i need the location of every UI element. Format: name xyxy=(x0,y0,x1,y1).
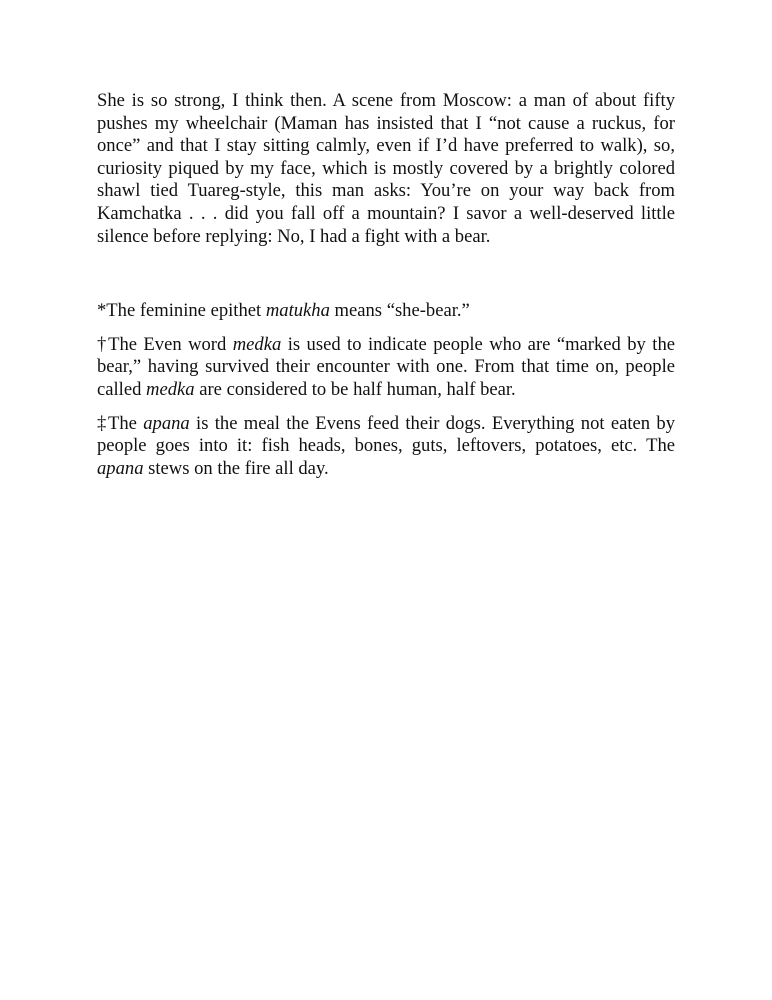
footnote-marker: * xyxy=(97,300,107,322)
footnotes-section xyxy=(97,300,675,480)
footnote-text: means “she-bear.” xyxy=(329,300,470,322)
footnote-term: medka xyxy=(146,378,195,400)
footnote-marker: † xyxy=(97,333,109,355)
footnote-text: The Even word xyxy=(108,333,233,355)
footnote-term: medka xyxy=(232,333,282,355)
footnote-text: The feminine epithet xyxy=(106,300,266,322)
footnote-matukha xyxy=(97,300,675,323)
footnote-medka xyxy=(97,334,675,402)
body-paragraph: She is so strong, I think then. A scene from Moscow: a man of about fifty pushes my wheelchair (Maman has insisted that I “not cause a ruckus, for once” and that I stay sitting calmly, even if I’d have preferred to walk), so, curiosity piqued by my face, which is mostly covered by a brightly colored shawl tied Tuareg-style, this man asks: You’re on your way back from Kamchatka . . . did you fall off a mountain? I savor a well-deserved little silence before replying: No, I had a fight with a bear. xyxy=(97,90,675,247)
footnote-text: is the meal the Evens feed their dogs. Everything not eaten by people goes into it: fish heads, bones, guts, leftovers, potatoes, etc. The xyxy=(97,412,676,457)
footnote-text: is used to indicate people who are “marked by the bear,” having survived their encounter with one. From that time on, people called xyxy=(97,333,676,400)
footnote-text: stews on the fire all day. xyxy=(143,457,329,479)
document-page xyxy=(97,90,675,491)
footnote-text: The xyxy=(107,412,144,434)
footnote-term: apana xyxy=(97,457,144,479)
footnote-term: apana xyxy=(143,412,190,434)
footnote-marker: ‡ xyxy=(97,412,108,434)
footnote-term: matukha xyxy=(265,300,330,322)
footnote-apana xyxy=(97,413,675,481)
footnote-text: are considered to be half human, half bear. xyxy=(194,378,516,400)
